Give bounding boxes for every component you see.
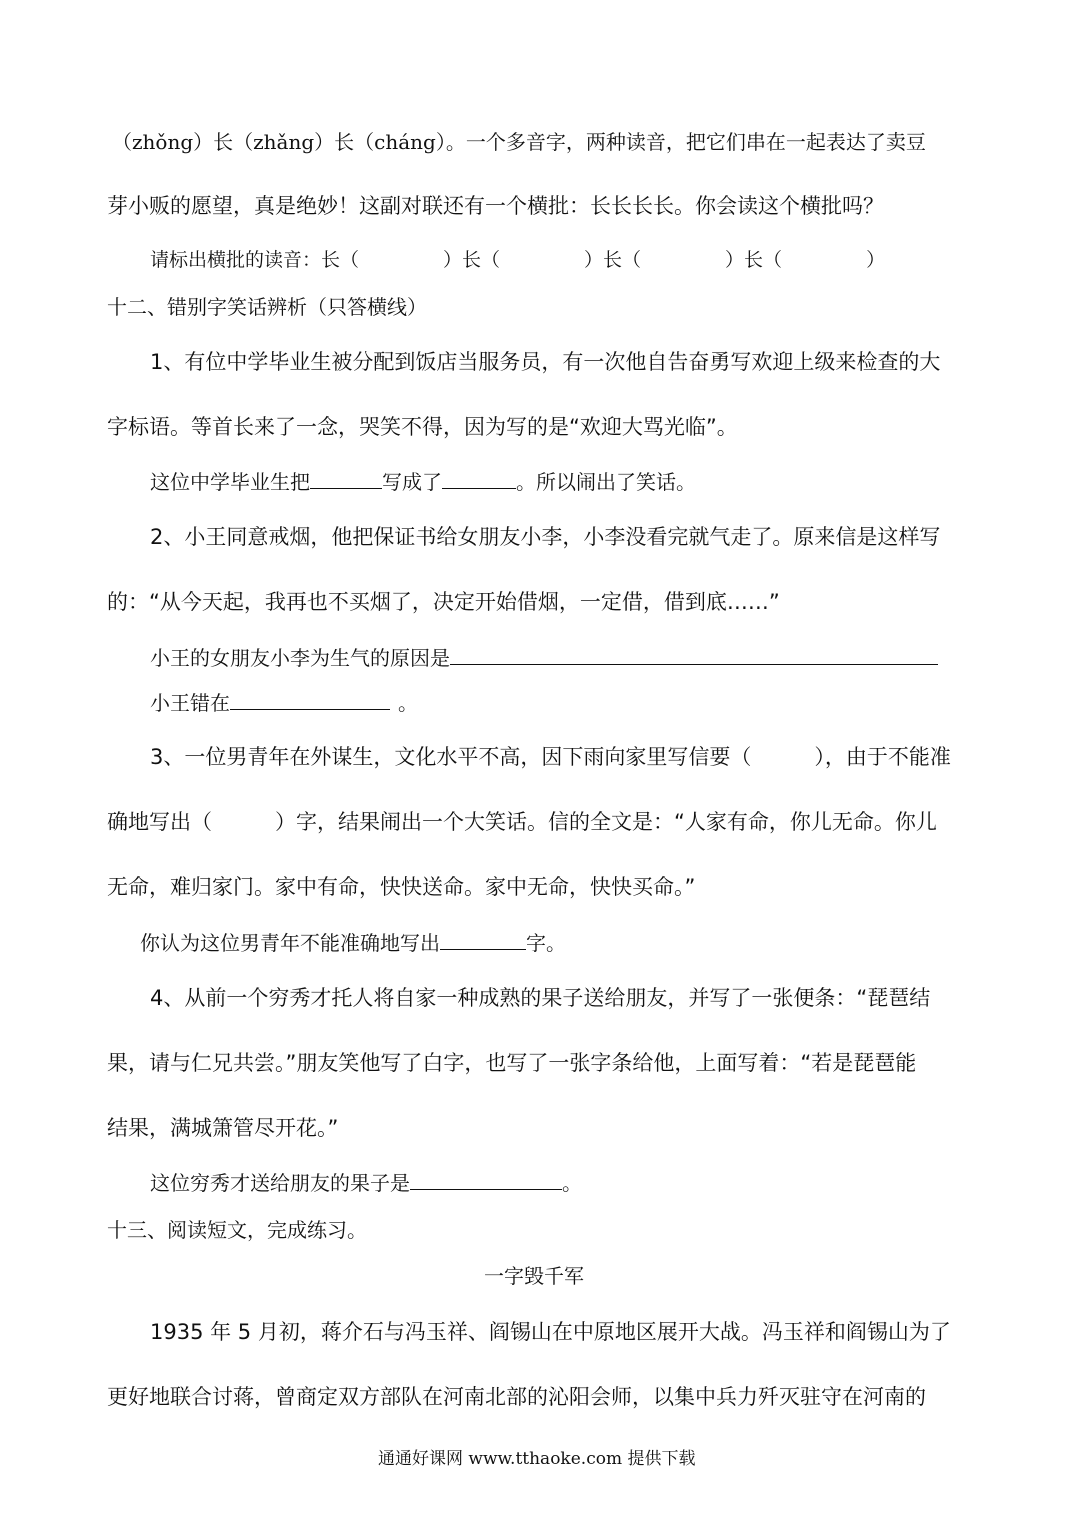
answer-line-reading [150,246,885,274]
text-line: （zhǒng）长（zhǎng）长（cháng）。一个多音字，两种读音，把它们串在一起表达了卖豆 [112,130,926,154]
answer-line [150,689,418,717]
answer-blank[interactable] [450,644,938,665]
article-title: 一字毁千军 [484,1264,584,1288]
answer-label: 小王的女朋友小李为生气的原因是 [150,646,450,670]
text-line: 3、一位男青年在外谋生，文化水平不高，因下雨向家里写信要（ ），由于不能准 [150,745,951,769]
answer-blank[interactable] [410,1169,562,1190]
answer-label: 这位中学毕业生把 [150,470,310,494]
answer-label: 。 [398,691,418,715]
text-line: 1、有位中学毕业生被分配到饭店当服务员，有一次他自告奋勇写欢迎上级来检查的大 [150,350,941,374]
answer-blank[interactable] [442,468,516,489]
text-line: 1935 年 5 月初，蒋介石与冯玉祥、阎锡山在中原地区展开大战。冯玉祥和阎锡山为了 [150,1320,951,1344]
answer-label: 写成了 [382,470,442,494]
text-line: 确地写出（ ）字，结果闹出一个大笑话。信的全文是：“人家有命，你儿无命。你儿 [107,810,937,834]
answer-label: 你认为这位男青年不能准确地写出 [140,931,440,955]
answer-label: ）长（ [725,249,783,271]
text-line: 2、小王同意戒烟，他把保证书给女朋友小李，小李没看完就气走了。原来信是这样写 [150,525,941,549]
answer-blank[interactable] [310,468,382,489]
answer-blank[interactable] [440,929,526,950]
section-heading: 十三、阅读短文，完成练习。 [107,1218,367,1242]
text-line: 无命，难归家门。家中有命，快快送命。家中无命，快快买命。” [107,875,696,899]
answer-label: 小王错在 [150,691,230,715]
text-line: 芽小贩的愿望，真是绝妙！这副对联还有一个横批：长长长长。你会读这个横批吗？ [107,194,884,218]
answer-label: 。 [562,1171,582,1195]
answer-label: 字。 [526,931,566,955]
text-line: 4、从前一个穷秀才托人将自家一种成熟的果子送给朋友，并写了一张便条：“琵琶结 [150,986,931,1010]
answer-line [150,644,938,672]
text-line: 更好地联合讨蒋，曾商定双方部队在河南北部的沁阳会师，以集中兵力歼灭驻守在河南的 [107,1385,926,1409]
text-line: 字标语。等首长来了一念，哭笑不得，因为写的是“欢迎大骂光临”。 [107,415,738,439]
footer-text: 通通好课网 www.tthaoke.com 提供下载 [378,1449,696,1469]
answer-line [150,1169,582,1197]
answer-line [150,468,696,496]
answer-label: 请标出横批的读音：长（ [150,249,360,271]
answer-label: ） [866,249,886,271]
section-heading: 十二、错别字笑话辨析（只答横线） [107,295,427,319]
text-line: 结果，满城箫管尽开花。” [107,1116,339,1140]
answer-label: ）长（ [584,249,642,271]
text-line: 果，请与仁兄共尝。”朋友笑他写了白字，也写了一张字条给他，上面写着：“若是琵琶能 [107,1051,917,1075]
answer-blank[interactable] [230,689,390,710]
answer-label: ）长（ [443,249,501,271]
text-line: 的：“从今天起，我再也不买烟了，决定开始借烟，一定借，借到底……” [107,590,780,614]
answer-line [140,929,566,957]
answer-label: 这位穷秀才送给朋友的果子是 [150,1171,410,1195]
answer-label: 。所以闹出了笑话。 [516,470,696,494]
